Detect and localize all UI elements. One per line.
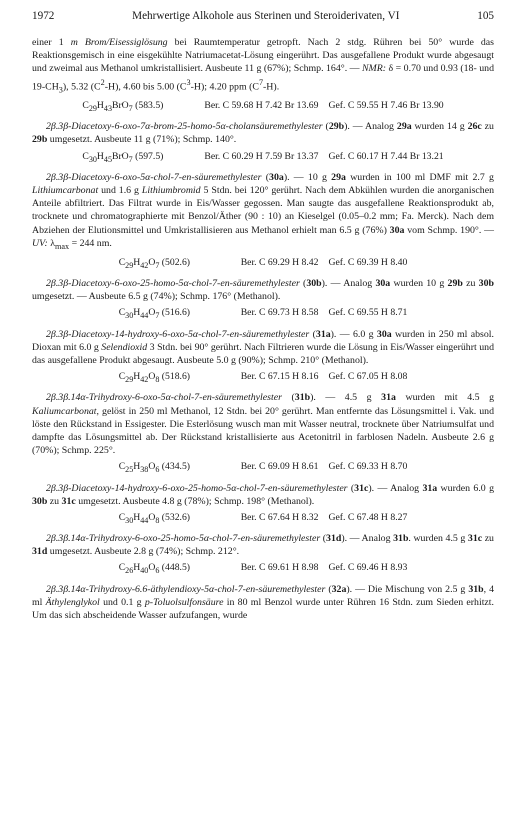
calculated-values: Ber. C 67.64 H 8.32 [240, 511, 319, 523]
molecular-formula: $C_{29}H_{42}O_7$ (502.6) [118, 256, 191, 270]
calculated-values: Ber. C 69.29 H 8.42 [240, 256, 319, 268]
elemental-analysis-line [32, 306, 494, 322]
found-values: Gef. C 67.48 H 8.27 [328, 511, 408, 523]
elemental-analysis-line [32, 561, 494, 577]
found-values: Gef. C 69.39 H 8.40 [328, 256, 408, 268]
header-page-number: 105 [477, 10, 494, 22]
document-body [32, 36, 494, 622]
paragraph: 2β.3β.14α-Trihydroxy-6.6-äthylendioxy-5α-chol-7-en-säuremethylester (32a). — Die Mischung von 2.5 g 31b, 4 ml Äthylenglykol und 0.1 g p-Toluolsulfonsäure in 80 ml Benzol wurde unter Rühren 16 Stdn. zum Sieden erhitzt. Um das sich abscheidende Wasser aufzufangen, wurde [32, 583, 495, 622]
paragraph: 2β.3β-Diacetoxy-14-hydroxy-6-oxo-5α-chol-7-en-säuremethylester (31a). — 6.0 g 30a wurden in 250 ml absol. Dioxan mit 6.0 g Selendioxid 3 Stdn. bei 90° gerührt. Nach Filtrieren wurde die Lösung in Eis/Wasser eingerührt und das ausgefallene Produkt abgesaugt. Ausbeute 5.0 g (90%); Schmp. 210° (Methanol). [32, 328, 494, 367]
molecular-formula: $C_{30}H_{45}BrO_7$ (597.5) [82, 150, 164, 164]
calculated-values: Ber. C 69.09 H 8.61 [240, 461, 319, 473]
molecular-formula: $C_{29}H_{42}O_8$ (518.6) [118, 371, 191, 385]
paragraph: 2β.3β-Diacetoxy-6-oxo-5α-chol-7-en-säuremethylester (30a). — 10 g 29a wurden in 100 ml DMF mit 2.7 g Lithiumcarbonat und 1.6 g Lithiumbromid 5 Stdn. bei 120° gerührt. Nach dem Abkühlen wurden die anorganischen Anteile abfiltriert. Das Filtrat wurde in Eis/Wasser gegossen. Man saugte das ausgefallene Reaktionsprodukt ab, trocknete und chromatographierte mit Benzol/Äther (90 : 10) an Kieselgel (0.05–0.2 mm; Fa. Merck). Nach dem Abziehen der Elutionsmittel und Umkristallisieren aus Methanol erhielt man 6.5 g (76%) 30a vom Schmp. 190°. — UV: $\lambda_{max} = 244$ nm. [32, 171, 494, 251]
found-values: Gef. C 69.55 H 8.71 [328, 307, 408, 319]
calculated-values: Ber. C 60.29 H 7.59 Br 13.37 [204, 150, 319, 162]
found-values: Gef. C 67.05 H 8.08 [328, 371, 408, 383]
found-values: Gef. C 60.17 H 7.44 Br 13.21 [328, 150, 444, 162]
paragraph: einer 1 m Brom/Eisessiglösung bei Raumtemperatur getropft. Nach 2 stdg. Rühren bei 50° wurde das Reaktionsgemisch in eine eisgekühlte Natriumacetat-Lösung eingerührt. Das ausgefallene Produkt wurde abgesaugt und zweimal aus Methanol umkristallisiert. Ausbeute 11 g (67%); Schmp. 164°. — NMR: δ = 0.70 und 0.93 (18- und $19-CH_3$), 5.32 $(C^2-H)$, 4.60 bis 5.00 $(C^3-H)$; 4.20 ppm $(C^7-H)$. [32, 37, 494, 94]
calculated-values: Ber. C 69.61 H 8.98 [240, 562, 319, 574]
found-values: Gef. C 59.55 H 7.46 Br 13.90 [328, 100, 444, 112]
molecular-formula: $C_{25}H_{38}O_6$ (434.5) [118, 461, 191, 475]
molecular-formula: $C_{29}H_{43}BrO_7$ (583.5) [82, 100, 164, 113]
calculated-values: Ber. C 69.73 H 8.58 [240, 307, 319, 319]
elemental-analysis-line [32, 511, 494, 527]
elemental-analysis-line [32, 256, 494, 272]
molecular-formula: $C_{30}H_{44}O_8$ (532.6) [118, 511, 191, 525]
paragraph: 2β.3β-Diacetoxy-6-oxo-25-homo-5α-chol-7-en-säuremethylester (30b). — Analog 30a wurden 10 g 29b zu 30b umgesetzt. — Ausbeute 6.5 g (74%); Schmp. 176° (Methanol). [32, 278, 494, 303]
elemental-analysis-line [32, 460, 494, 476]
paragraph: 2β.3β-Diacetoxy-6-oxo-7α-brom-25-homo-5α-cholansäuremethylester (29b). — Analog 29a wurden 14 g 26c zu 29b umgesetzt. Ausbeute 11 g (71%); Schmp. 140°. [32, 121, 494, 146]
elemental-analysis-line [32, 370, 494, 386]
header-year: 1972 [32, 10, 55, 22]
found-values: Gef. C 69.46 H 8.93 [328, 562, 408, 574]
calculated-values: Ber. C 67.15 H 8.16 [240, 371, 319, 383]
found-values: Gef. C 69.33 H 8.70 [328, 461, 408, 473]
elemental-analysis-line [32, 150, 494, 166]
paragraph: 2β.3β.14α-Trihydroxy-6-oxo-25-homo-5α-chol-7-en-säuremethylester (31d). — Analog 31b. wurden 4.5 g 31c zu 31d umgesetzt. Ausbeute 2.8 g (74%); Schmp. 212°. [32, 533, 494, 558]
molecular-formula: $C_{26}H_{40}O_6$ (448.5) [118, 562, 191, 576]
elemental-analysis-line [32, 99, 494, 115]
molecular-formula: $C_{30}H_{44}O_7$ (516.6) [118, 307, 191, 321]
running-header [32, 10, 494, 26]
header-title: Mehrwertige Alkohole aus Sterinen und Steroiderivaten, VI [132, 10, 400, 22]
calculated-values: Ber. C 59.68 H 7.42 Br 13.69 [204, 100, 319, 112]
paragraph: 2β.3β-Diacetoxy-14-hydroxy-6-oxo-25-homo-5α-chol-7-en-säuremethylester (31c). — Analog 31a wurden 6.0 g 30b zu 31c umgesetzt. Ausbeute 4.8 g (78%); Schmp. 198° (Methanol). [32, 482, 494, 507]
paragraph: 2β.3β.14α-Trihydroxy-6-oxo-5α-chol-7-en-säuremethylester (31b). — 4.5 g 31a wurden mit 4.5 g Kaliumcarbonat, gelöst in 250 ml Methanol, 12 Stdn. bei 20° gerührt. Man entfernte das Lösungsmittel i. Vak. und löste den Rückstand in Essigester. Die Esterlösung wusch man mit Wasser neutral, trocknete über Natriumsulfat und dampfte das Lösungsmittel ab. Der Rückstand kristallisierte aus Acetonitril in farblosen Nadeln. Ausbeute 2.6 g (70%); Schmp. 225°. [32, 392, 495, 457]
